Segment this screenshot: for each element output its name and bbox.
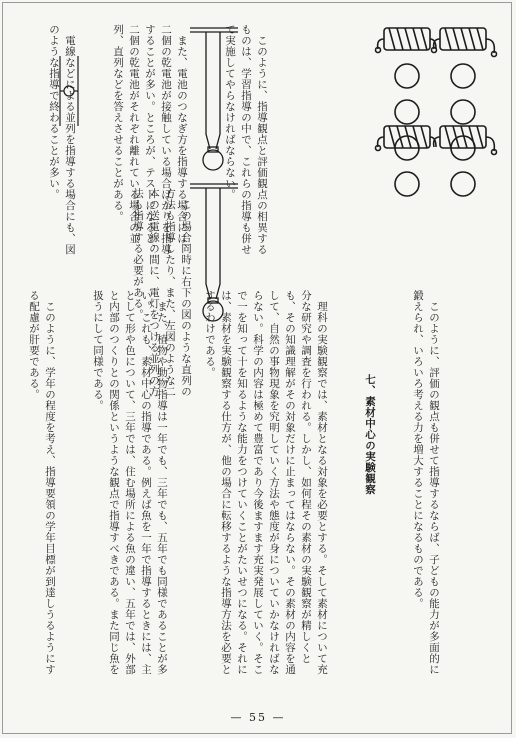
bottom-text-block [0, 290, 474, 685]
section-heading: 七、素材中心の実験観察 [364, 374, 376, 495]
paragraph: また、植物や動物指導は一年でも、三年でも、五年でも同様であることが多い。これも、素材中心の指導である。例えば魚を一年で指導するときには、主として形や色について、三年では、住む場所による魚の違い、五年では、外部と内部のつくりとの関係というような観点で指導すべきである。また同じ魚を扱うにして同様である。 [92, 290, 168, 675]
page-number: — 55 — [230, 711, 286, 724]
paragraph: 電線などによる並列を指導する場合にも、図のような指導で終わることが多い。 [48, 24, 76, 255]
paragraph: このように、指導観点と評価観点の相異するものは、学習指導の中で、これらの指導も併せて実施してやらなければならない。 [224, 24, 268, 255]
paragraph: この場合同時に右下の図のような直列の方法も指導したり、また、左図のような二本の送電線の間に、電灯をつける並列の方法も指導する必要がある。 [132, 188, 192, 397]
paragraph: 理科の実験観察では、素材となる対象を必要とする。そして素材について充分な研究や調査を行われる。しかし、如何程その素材の実験観察が精しくとも、その知識理解がその対象だけに止まってはならない。その素材の内容を通して、自然の事物現象を究明していく方法や態度が身についていかなければならない。科学の内容は極めて豊富であり今後ますます充実発展していく。そこで一を知って十を知るような能力をつけていくことがたいせつになる。それには、素材を実験観察する仕方が、他の場合に転移するような指導方法を必要とするわけである。 [204, 290, 328, 675]
battery-circuit-figure [300, 14, 500, 214]
battery-group-2 [384, 28, 430, 196]
paragraph: このように、学年の程度を考え、指導要領の学年目標が到達しうるようにする配慮が肝要である。 [28, 290, 56, 675]
paragraph: このように、評価の観点も併せて指導するならば、子どもの能力が多面的に鍛えられ、いろいろ考える力を増大することになるものである。 [412, 290, 440, 675]
paragraph: また、電池のつなぎ方を指導する場合には、二個の乾電池が接触している場合ばかりを指導することが多い。ところが、テストになると、二個の乾電池がそれぞれ離れている場合の並列、直列などを答えさせることがある。 [112, 24, 188, 255]
battery-group-1 [440, 28, 486, 196]
